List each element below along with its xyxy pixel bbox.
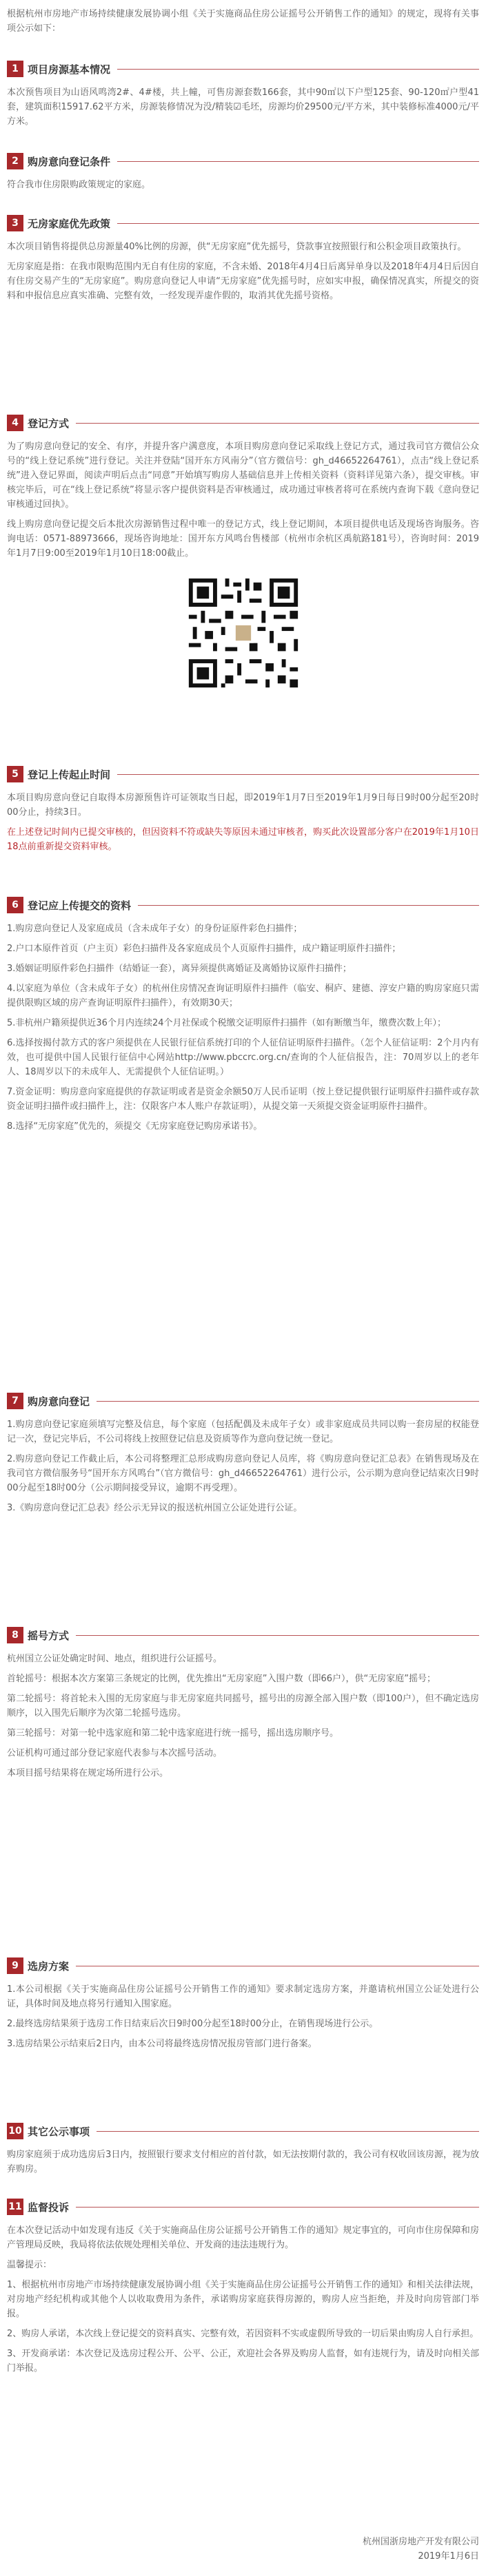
section-header xyxy=(7,1391,479,1411)
section-divider xyxy=(117,774,479,775)
section-1 xyxy=(7,59,479,129)
section-paragraph: 在本次登记活动中如发现有违反《关于实施商品住房公证摇号公开销售工作的通知》规定事宜的，可向市住房保障和房产管理局反映，我局将依法依规处理相关单位、开发商的违法违规行为。 xyxy=(7,2225,479,2250)
section-paragraph: 本项目购房意向登记自取得本房源预售许可证领取当日起，即2019年1月7日至2019年1月9日每日9时00分起至20时00分止，持续3日。 xyxy=(7,793,479,818)
section-header xyxy=(7,152,479,171)
section-divider xyxy=(76,423,479,424)
section-title: 选房方案 xyxy=(28,1960,70,1973)
section-paragraph: 本次项目销售将提供总房源量40%比例的房源，供“无房家庭”优先摇号，贷款事宜按照银行和公积金项目政策执行。 xyxy=(7,242,467,252)
section-header xyxy=(7,2121,479,2141)
section-7 xyxy=(7,1391,479,1515)
section-title: 登记上传起止时间 xyxy=(28,768,111,781)
section-title: 无房家庭优先政策 xyxy=(28,217,111,230)
section-divider xyxy=(117,161,479,162)
section-title: 监督投诉 xyxy=(28,2201,70,2214)
section-paragraph: 2.购房意向登记工作截止后，本公司将整理汇总形成购房意向登记人员库，将《购房意向登记汇总表》在销售现场及在我司官方微信服务号“国开东方风鸣台”（官方微信号：gh_d46652264761）进行公示，公示期为意向登记结束次日9时00分起至18时00分（公示期间接受异议，逾期不再受理）。 xyxy=(7,1454,479,1493)
section-header xyxy=(7,765,479,784)
qr-code-image xyxy=(185,574,302,692)
section-3 xyxy=(7,214,479,303)
section-5 xyxy=(7,765,479,854)
section-paragraph: 线上购房意向登记提交后本批次房源销售过程中唯一的登记方式，线上登记期间，本项目提供电话及现场咨询服务。咨询电话：0571-88973666，现场咨询地址：国开东方风鸣台售楼部（杭州市余杭区禹航路181号），咨询时间：2019年1月7日9:00至2019年1月10日18:00截止。 xyxy=(7,519,479,559)
section-header xyxy=(7,1956,479,1975)
section-paragraph: 第三轮摇号：对第一轮中选家庭和第二轮中选家庭进行统一摇号，摇出选房顺序号。 xyxy=(7,1728,339,1738)
intro-paragraph: 根据杭州市房地产市场持续健康发展协调小组《关于实施商品住房公证摇号公开销售工作的通知》的规定，现将有关事项公示如下： xyxy=(7,9,479,34)
section-paragraph: 8.选择“无房家庭”优先的，须提交《无房家庭登记购房承诺书》。 xyxy=(7,1121,263,1132)
section-title: 其它公示事项 xyxy=(28,2125,90,2138)
section-paragraph: 公证机构可通过部分登记家庭代表参与本次摇号活动。 xyxy=(7,1748,223,1758)
section-divider xyxy=(138,905,479,906)
section-10 xyxy=(7,2121,479,2177)
section-paragraph: 符合我市住房限购政策规定的家庭。 xyxy=(7,180,151,190)
section-number-badge: 1 xyxy=(7,61,23,77)
section-paragraph: 1、根据杭州市房地产市场持续健康发展协调小组《关于实施商品住房公证摇号公开销售工作的通知》和相关法律法规，对房地产经纪机构或其他个人以收取费用为条件，承诺购房家庭获得房源的，购房人应当拒绝，并及时向房管部门举报。 xyxy=(7,2280,479,2319)
section-header xyxy=(7,413,479,433)
section-divider xyxy=(97,2131,479,2132)
section-number-badge: 10 xyxy=(7,2123,23,2139)
section-number-badge: 5 xyxy=(7,766,23,782)
section-title: 项目房源基本情况 xyxy=(28,63,111,76)
section-6 xyxy=(7,895,479,1134)
section-paragraph: 杭州国立公证处确定时间、地点，组织进行公证摇号。 xyxy=(7,1654,223,1664)
section-paragraph: 4.以家庭为单位（含未成年子女）的杭州住房情况查询证明原件扫描件（临安、桐庐、建德、淳安户籍的购房家庭只需提供限购区域的房产查询证明原件扫描件），有效期30天； xyxy=(7,984,479,1008)
section-header xyxy=(7,214,479,233)
section-paragraph: 3.选房结果公示结束后2日内，由本公司将最终选房情况报房管部门进行备案。 xyxy=(7,2039,317,2049)
section-paragraph: 3.《购房意向登记汇总表》经公示无异议的报送杭州国立公证处进行公证。 xyxy=(7,1503,303,1513)
section-paragraph: 1.购房意向登记家庭须填写完整及信息，每个家庭（包括配偶及未成年子女）或非家庭成员共同以购一套房屋的权能登记一次，登记完毕后，不公司将线上按照登记信息及资质等作为意向登记统一登记。 xyxy=(7,1420,479,1444)
section-divider xyxy=(76,2207,479,2208)
section-number-badge: 8 xyxy=(7,1627,23,1643)
section-divider xyxy=(76,1635,479,1636)
section-title: 登记应上传提交的资料 xyxy=(28,899,132,912)
section-paragraph: 购房家庭须于成功选房后3日内，按照银行要求支付相应的首付款，如无法按期付款的，我公司有权收回该房源，视为放弃购房。 xyxy=(7,2150,479,2174)
section-paragraph: 首轮摇号：根据本次方案第三条规定的比例，优先推出“无房家庭”入围户数（即66户），供“无房家庭”摇号； xyxy=(7,1674,436,1684)
qr-code[interactable] xyxy=(185,574,302,692)
section-11 xyxy=(7,2197,479,2376)
section-header xyxy=(7,59,479,79)
section-header xyxy=(7,1625,479,1645)
section-4 xyxy=(7,413,479,696)
section-number-badge: 4 xyxy=(7,415,23,431)
signature-block xyxy=(7,2535,479,2564)
section-number-badge: 9 xyxy=(7,1957,23,1974)
section-paragraph: 本次预售项目为山语风鸣湾2#、4#楼，共上幢，可售房源套数166套，其中90㎡以下户型125套、90-120㎡户型41套，建筑面积15917.62平方米，房源装修情况为没/精装☑毛坯，房源均价29500元/平方米，其中装修标准4000元/平方米。 xyxy=(7,87,479,127)
publish-date: 2019年1月6日 xyxy=(418,2551,479,2562)
section-paragraph: 为了购房意向登记的安全、有序，并提升客户满意度，本项目购房意向登记采取线上登记方式，通过我司官方微信公众号的“线上登记系统”进行登记。关注并登陆“国开东方风南分”（官方微信号：gh_d46652264761），点击“线上登记系统”进入登记界面，阅读声明后点击“同意”开始填写购房人基础信息并上传相关资料（资料详见第六条），提交审核。审核完毕后，可在“线上登记系统”将显示客户提供资料是否审核通过，成功通过审核者将可在系统内查询下载《意向登记审核通过回执》。 xyxy=(7,442,479,510)
section-number-badge: 3 xyxy=(7,215,23,231)
section-number-badge: 11 xyxy=(7,2199,23,2215)
section-header xyxy=(7,2197,479,2216)
section-paragraph: 1.本公司根据《关于实施商品住房公证摇号公开销售工作的通知》要求制定选房方案，并邀请杭州国立公证处进行公证，具体时间及地点将另行通知入围家庭。 xyxy=(7,1984,479,2009)
section-header xyxy=(7,895,479,915)
section-paragraph: 2.最终选房结果须于选房工作日结束后次日9时00分起至18时00分止，在销售现场进行公示。 xyxy=(7,2019,378,2029)
section-paragraph: 2、购房人承诺，本次线上登记提交的资料真实、完整有效，若因资料不实或虚假所导致的一切后果由购房人自行承担。 xyxy=(7,2329,479,2339)
section-2 xyxy=(7,152,479,192)
section-paragraph: 第二轮摇号：将首轮未入围的无房家庭与非无房家庭共同摇号，摇号出的房源全部入围户数（即100户），但不确定选房顺序，以入围先后顺序为次第二轮摇号选房。 xyxy=(7,1694,479,1718)
section-number-badge: 7 xyxy=(7,1393,23,1409)
section-number-badge: 6 xyxy=(7,897,23,913)
section-paragraph: 3、开发商承诺：本次登记及选房过程公开、公平、公正，欢迎社会各界及购房人监督，如有违规行为，请及时向相关部门举报。 xyxy=(7,2349,479,2374)
section-9 xyxy=(7,1956,479,2051)
section-paragraph: 2.户口本原件首页（户主页）彩色扫描件及各家庭成员个人页原件扫描件，成户籍证明原件扫描件； xyxy=(7,944,401,954)
company-name: 杭州国浙房地产开发有限公司 xyxy=(362,2537,479,2547)
section-paragraph: 6.选择按揭付款方式的客户须提供在人民银行征信系统打印的个人征信证明原件扫描件。（怎个人征信证明：2个月内有效，也可提供中国人民银行征信中心网站http://www.pbccrc.org.cn/查询的个人征信报告，注：70周岁以上的老年人、18周岁以下的未成年人、无需提供个人征信证明。） xyxy=(7,1038,479,1077)
section-title: 摇号方式 xyxy=(28,1629,70,1642)
section-number-badge: 2 xyxy=(7,153,23,169)
section-title: 登记方式 xyxy=(28,417,70,430)
section-8 xyxy=(7,1625,479,1780)
section-title: 购房意向登记条件 xyxy=(28,155,111,168)
section-paragraph: 3.婚姻证明原件彩色扫描件（结婚证一套），离异须提供离婚证及离婚协议原件扫描件； xyxy=(7,964,352,974)
section-paragraph: 7.资金证明：购房意向家庭提供的存款证明或者是资金余额50万人民币证明（按上登记提供银行证明原件扫描件或存款资金证明扫描件或扫描件上，注：仅限客户本人账户存款证明），从提交第一天须提交资金证明原件扫描件。 xyxy=(7,1087,479,1112)
section-paragraph: 无房家庭是指：在我市限购范围内无自有住房的家庭，不含未婚、2018年4月4日后离异单身以及2018年4月4日后因自有住房交易产生的“无房家庭”。购房意向登记人申请“无房家庭”优先摇号时，应如实申报，确保情况真实，所提交的资料和申报信息应真实准确、完整有效，一经发现弄虚作假的，取消其优先摇号资格。 xyxy=(7,262,479,301)
section-paragraph: 本项目摇号结果将在规定场所进行公示。 xyxy=(7,1768,169,1778)
section-paragraph: 5.非杭州户籍须提供近36个月内连续24个月社保或个税缴交证明原件扫描件（如有断缴当年，缴费次数上年）； xyxy=(7,1018,446,1028)
section-divider xyxy=(117,69,479,70)
section-divider xyxy=(117,223,479,224)
section-title: 购房意向登记 xyxy=(28,1395,90,1408)
section-divider xyxy=(97,1401,479,1402)
section-paragraph: 温馨提示： xyxy=(7,2260,52,2270)
section-paragraph: 1.购房意向登记人及家庭成员（含未成年子女）的身份证原件彩色扫描件； xyxy=(7,924,303,934)
section-paragraph: 在上述登记时间内已提交审核的，但因资料不符或缺失等原因未通过审核者，购买此次设置部分客户在2019年1月10日18点前重新提交资料审核。 xyxy=(7,827,479,852)
